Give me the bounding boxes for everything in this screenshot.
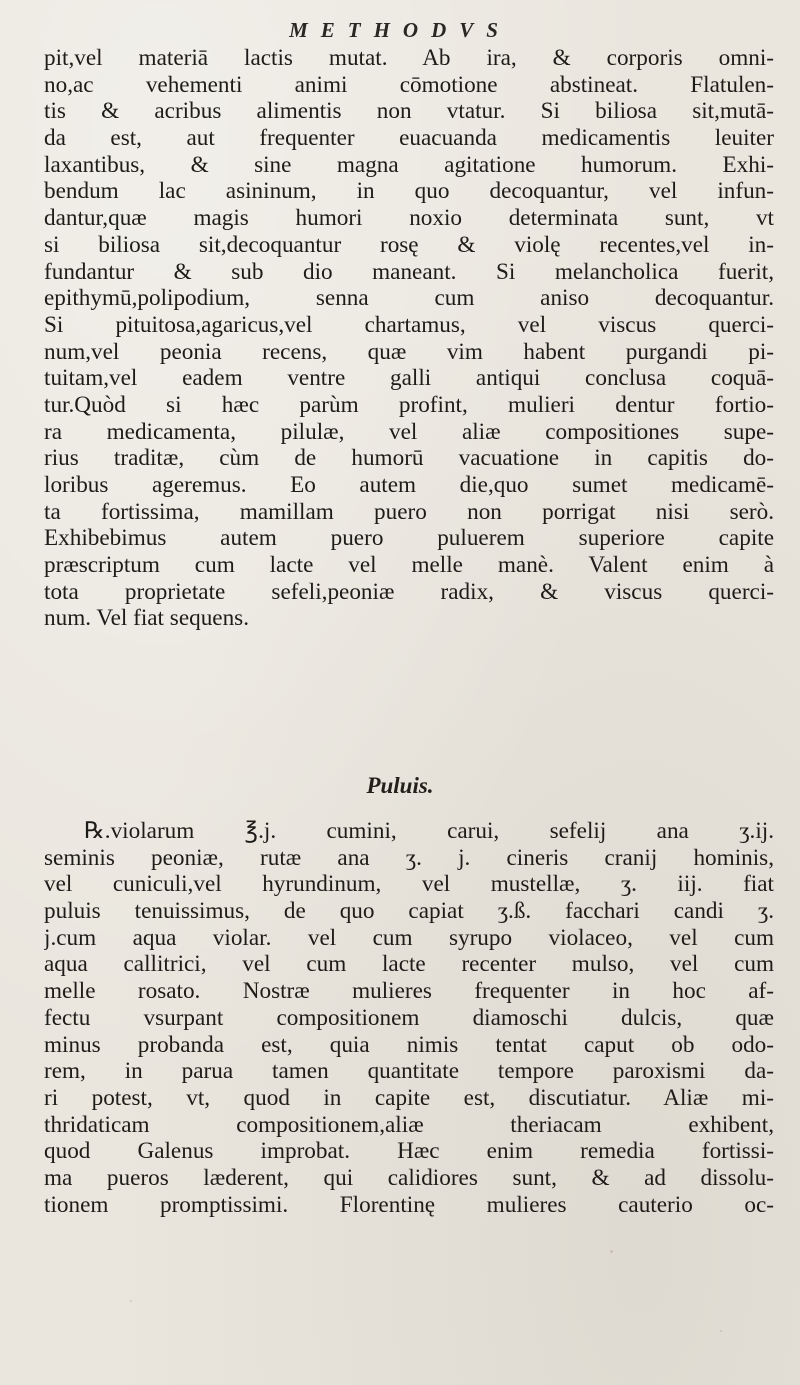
section-heading: Puluis. xyxy=(366,773,434,798)
text-line: minus probanda est, quia nimis tentat caput ob odo- xyxy=(44,1031,774,1058)
text-line: laxantibus, & sine magna agitatione humorum. Exhi- xyxy=(44,151,774,178)
text-line: puluis tenuissimus, de quo capiat ʒ.ß. facchari candi ʒ. xyxy=(44,898,774,925)
text-line: thridaticam compositionem,aliæ theriacam exhibent, xyxy=(44,1111,774,1138)
paragraph-two xyxy=(44,818,774,1218)
text-line: si biliosa sit,decoquantur rosę & violę recentes,vel in- xyxy=(44,231,774,258)
text-line: ra medicamenta, pilulæ, vel aliæ compositiones supe- xyxy=(44,418,774,445)
text-line: ℞.violarum ℥.j. cumini, carui, sefelij ana ʒ.ij. xyxy=(84,818,774,844)
paper-speck xyxy=(720,1330,722,1332)
text-line: epithymū,polipodium, senna cum aniso decoquantur. xyxy=(44,285,774,312)
text-line: præscriptum cum lacte vel melle manè. Valent enim à xyxy=(44,552,774,579)
text-line: da est, aut frequenter euacuanda medicamentis leuiter xyxy=(44,125,774,152)
text-line: num,vel peonia recens, quæ vim habent purgandi pi- xyxy=(44,338,774,365)
text-line: ma pueros læderent, qui calidiores sunt, & ad dissolu- xyxy=(44,1164,774,1191)
text-line: rem, in parua tamen quantitate tempore paroxismi da- xyxy=(44,1058,774,1085)
paper-speck xyxy=(130,1300,132,1302)
text-line: tis & acribus alimentis non vtatur. Si biliosa sit,mutā- xyxy=(44,98,774,125)
text-line: fundantur & sub dio maneant. Si melancholica fuerit, xyxy=(44,258,774,285)
text-line: seminis peoniæ, rutæ ana ʒ. j. cineris cranij hominis, xyxy=(44,844,774,871)
text-line: Si pituitosa,agaricus,vel chartamus, vel viscus querci- xyxy=(44,311,774,338)
text-line: bendum lac asininum, in quo decoquantur, vel infun- xyxy=(44,178,774,205)
text-line: no,ac vehementi animi cōmotione abstineat. Flatulen- xyxy=(44,71,774,98)
text-line: tota proprietate sefeli,peoniæ radix, & viscus querci- xyxy=(44,578,774,605)
text-line: Exhibebimus autem puero puluerem superiore capite xyxy=(44,525,774,552)
text-line: ri potest, vt, quod in capite est, discutiatur. Aliæ mi- xyxy=(44,1084,774,1111)
paper-speck xyxy=(610,1250,613,1253)
paragraph-one xyxy=(44,45,774,632)
text-line: rius traditæ, cùm de humorū vacuatione in capitis do- xyxy=(44,445,774,472)
text-line: quod Galenus improbat. Hæc enim remedia fortissi- xyxy=(44,1138,774,1165)
text-line: tuitam,vel eadem ventre galli antiqui conclusa coquā- xyxy=(44,365,774,392)
text-line: tur.Quòd si hæc parùm profint, mulieri dentur fortio- xyxy=(44,391,774,418)
text-line: j.cum aqua violar. vel cum syrupo violaceo, vel cum xyxy=(44,924,774,951)
text-line: melle rosato. Nostræ mulieres frequenter in hoc af- xyxy=(44,978,774,1005)
text-line: loribus ageremus. Eo autem die,quo sumet medicamē- xyxy=(44,472,774,498)
text-line: tionem promptissimi. Florentinę mulieres cauterio oc- xyxy=(44,1191,774,1218)
running-head: METHODVS xyxy=(289,18,511,42)
text-line: pit,vel materiā lactis mutat. Ab ira, & corporis omni- xyxy=(44,45,774,71)
text-line: ta fortissima, mamillam puero non porrigat nisi serò. xyxy=(44,498,774,525)
text-line: fectu vsurpant compositionem diamoschi dulcis, quæ xyxy=(44,1004,774,1031)
text-line: aqua callitrici, vel cum lacte recenter mulso, vel cum xyxy=(44,951,774,978)
text-line: dantur,quæ magis humori noxio determinata sunt, vt xyxy=(44,205,774,232)
text-line: vel cuniculi,vel hyrundinum, vel mustellæ, ʒ. iij. fiat xyxy=(44,871,774,898)
text-line: num. Vel fiat sequens. xyxy=(44,605,250,632)
